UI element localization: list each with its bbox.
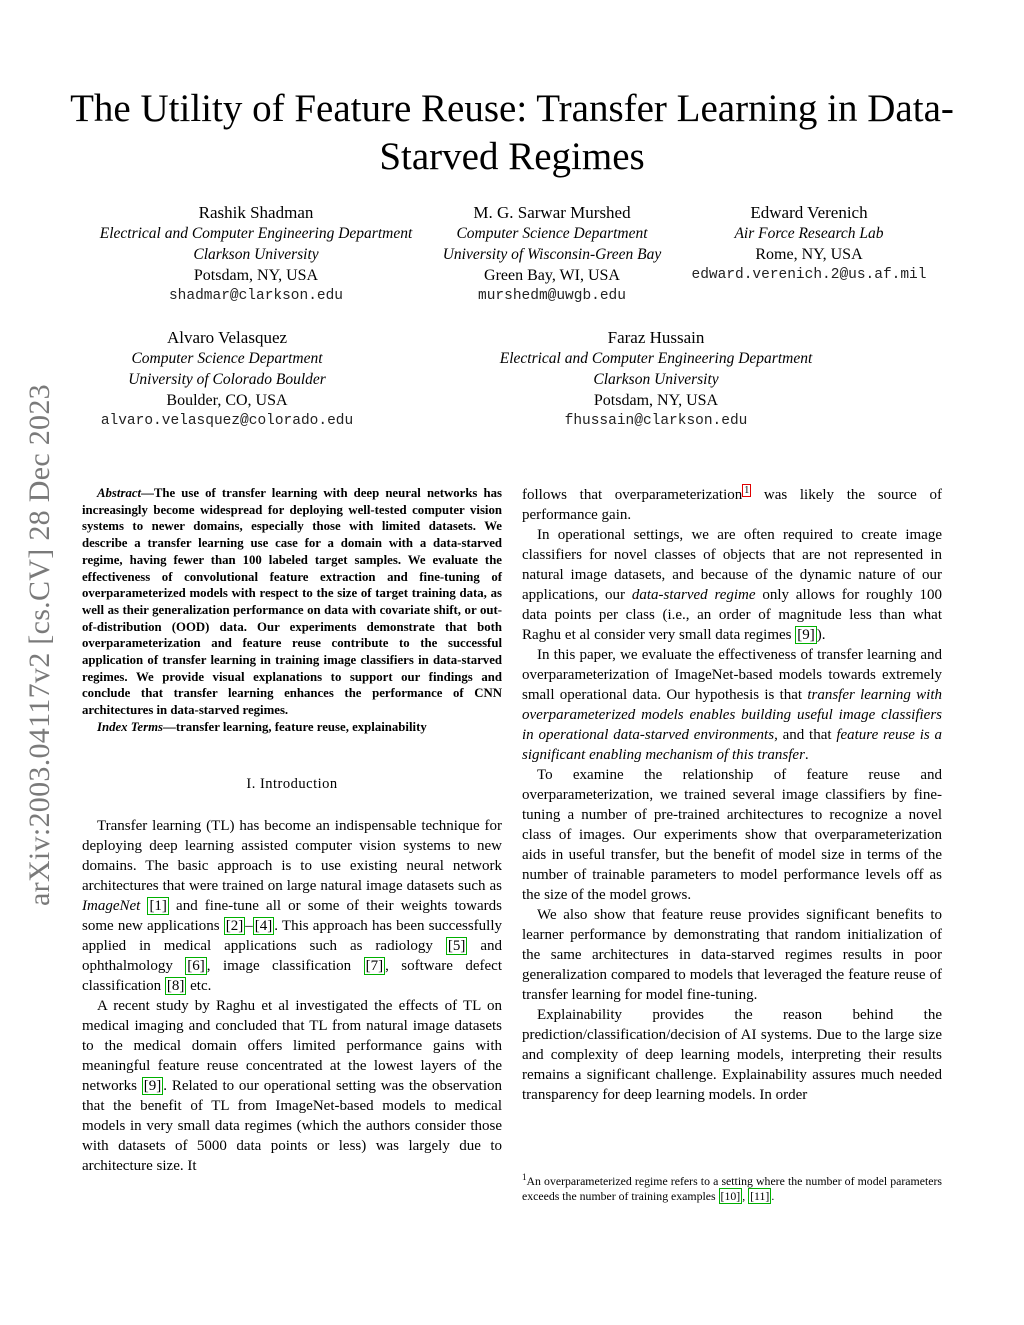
author-location: Potsdam, NY, USA bbox=[193, 267, 319, 284]
author-institution: University of Colorado Boulder bbox=[128, 371, 326, 388]
paragraph: A recent study by Raghu et al investigated the effects of TL on medical imaging and concluded that TL from natural image datasets to the medical domain offers limited performance gains with meaningful feature reuse concentrated at the lowest layers of the networks [9] . Related to our operational setting was the observation that the benefit of TL from ImageNet-based models to medical models in very small data regimes (which the authors consider those with datasets of 5000 data points or less) was largely due to architecture size. It bbox=[82, 997, 502, 1174]
author-block bbox=[60, 202, 452, 307]
paragraph: To examine the relationship of feature reuse and overparameterization, we trained several image classifiers by fine-tuning a number of pre-trained architectures to recognize a novel class of images. Our experiments show that overparameterization aids in useful transfer, but the benefit of model size in terms of the number of trainable parameters to model performance levels off as the size of the model grows. bbox=[522, 767, 942, 903]
section-heading: I. Introduction bbox=[246, 775, 338, 792]
footnote-number: 1 bbox=[522, 1172, 527, 1182]
paragraph: follows that overparameterization $^1$ was likely the source of performance gain. bbox=[522, 485, 942, 523]
abstract bbox=[82, 485, 502, 719]
abstract-label: Abstract bbox=[97, 486, 142, 500]
author-affiliation: Computer Science Department bbox=[131, 350, 323, 367]
citation-link[interactable]: [6] bbox=[187, 957, 205, 974]
citation-link[interactable]: [7] bbox=[365, 957, 384, 974]
abstract-text: —The use of transfer learning with deep neural networks has increasingly become widespread for deploying well-tested computer vision systems to newer domains, especially those with limited datasets. We describe a transfer learning use case for a domain with a data-starved regime, having fewer than 100 labeled target samples. We evaluate the effectiveness of convolutional feature extraction and fine-tuning of overparameterized models with respect to the size of target training data, as well as their generalization performance on data with covariate shift, or out-of-distribution (OOD) data. Our experiments demonstrate that both overparameterization and feature reuse contribute to the successful application of transfer learning in training image classifiers in data-starved regimes. We provide visual explanations to support our findings and conclude that transfer learning enhances the performance of CNN architectures in data-starved regimes. bbox=[82, 486, 502, 718]
left-column bbox=[82, 485, 502, 1176]
author-block bbox=[664, 202, 954, 286]
citation-link[interactable]: [9] bbox=[143, 1077, 162, 1094]
author-location: Green Bay, WI, USA bbox=[484, 267, 620, 284]
index-terms-label: Index Terms bbox=[97, 719, 164, 734]
right-column bbox=[522, 485, 942, 1105]
footnote-marker[interactable]: 1 bbox=[744, 485, 750, 496]
author-block bbox=[412, 202, 692, 307]
paragraph: We also show that feature reuse provides significant benefits to learner performance by demonstrating that random initialization of the same architectures in data-starved regimes results in poor generalization compared to models that leveraged the feature reuse of transfer learning for model fine-tuning. bbox=[522, 907, 942, 1003]
citation-link[interactable]: [11] bbox=[750, 1189, 770, 1204]
author-institution: Clarkson University bbox=[193, 246, 319, 263]
author-institution: Clarkson University bbox=[593, 371, 719, 388]
citation-link[interactable]: [9] bbox=[797, 627, 815, 643]
citation-link[interactable]: [4] bbox=[254, 917, 273, 934]
author-location: Potsdam, NY, USA bbox=[593, 392, 719, 409]
arxiv-identifier: arXiv:2003.04117v2 [cs.CV] 28 Dec 2023 bbox=[23, 384, 56, 906]
citation-link[interactable]: [2] bbox=[225, 917, 244, 934]
author-name: Faraz Hussain bbox=[607, 328, 705, 347]
author-email[interactable]: fhussain@clarkson.edu bbox=[564, 413, 748, 429]
paper-title: The Utility of Feature Reuse: Transfer Learning in Data-Starved Regimes bbox=[70, 87, 954, 178]
author-email[interactable]: murshedm@uwgb.edu bbox=[478, 288, 626, 304]
paragraph: Transfer learning (TL) has become an indispensable technique for deploying deep learning assisted computer vision systems to new domains. The basic approach is to use existing neural network architectures that were trained on large natural image datasets such as ImageNet [1] and fine-tune all or some of their weights towards some new applications [2] – [4] . This approach has been successfully applied in medical applications such as radiology [5] and ophthalmology [6] , image classification [7] , software defect classification [8] etc. bbox=[82, 817, 503, 994]
author-location: Rome, NY, USA bbox=[755, 246, 863, 263]
citation-link[interactable]: [5] bbox=[447, 937, 466, 954]
paragraph: In this paper, we evaluate the effectiveness of transfer learning and overparameterization of ImageNet-based models towards extremely small operational data. Our hypothesis is that transfer learning with overparameterized models enables building useful image classifiers in operational data-starved environments, and that feature reuse is a significant enabling mechanism of this transfer. bbox=[522, 647, 943, 763]
citation-link[interactable]: [10] bbox=[720, 1189, 741, 1204]
paragraph: In operational settings, we are often required to create image classifiers for novel classes of objects that are not represented in natural image datasets, and because of the dynamic nature of our applications, our data-starved regime only allows for roughly 100 data points per class (i.e., an order of magnitude less than what Raghu et al consider very small data regimes [9] ). bbox=[522, 527, 943, 643]
citation-link[interactable]: [8] bbox=[166, 977, 185, 994]
author-affiliation: Electrical and Computer Engineering Department bbox=[99, 225, 413, 242]
footnote: $^1$An overparameterized regime refers to a setting where the number of model parameters exceeds the number of training examples [10] , [11] . bbox=[522, 1172, 942, 1204]
citation-link[interactable]: [1] bbox=[149, 897, 167, 914]
author-affiliation: Electrical and Computer Engineering Department bbox=[499, 350, 813, 367]
author-email[interactable]: shadmar@clarkson.edu bbox=[168, 288, 344, 304]
index-terms bbox=[82, 719, 502, 736]
author-location: Boulder, CO, USA bbox=[166, 392, 288, 409]
index-terms-text: —transfer learning, feature reuse, explainability bbox=[163, 719, 427, 734]
author-block bbox=[72, 327, 382, 432]
author-affiliation: Air Force Research Lab bbox=[734, 225, 884, 242]
author-email[interactable]: alvaro.velasquez@colorado.edu bbox=[100, 413, 354, 429]
author-email[interactable]: edward.verenich.2@us.af.mil bbox=[691, 267, 927, 283]
author-affiliation: Computer Science Department bbox=[456, 225, 648, 242]
author-block bbox=[470, 327, 842, 432]
paragraph: Explainability provides the reason behind the prediction/classification/decision of AI systems. Due to the large size and complexity of deep learning models, interpreting their results remains a significant challenge. Explainability assures much needed transparency for deep learning models. In order bbox=[522, 1007, 942, 1103]
author-institution: University of Wisconsin-Green Bay bbox=[442, 246, 662, 263]
author-name: Alvaro Velasquez bbox=[166, 328, 288, 347]
author-name: Rashik Shadman bbox=[198, 203, 314, 222]
author-name: Edward Verenich bbox=[750, 203, 868, 222]
author-name: M. G. Sarwar Murshed bbox=[473, 203, 631, 222]
